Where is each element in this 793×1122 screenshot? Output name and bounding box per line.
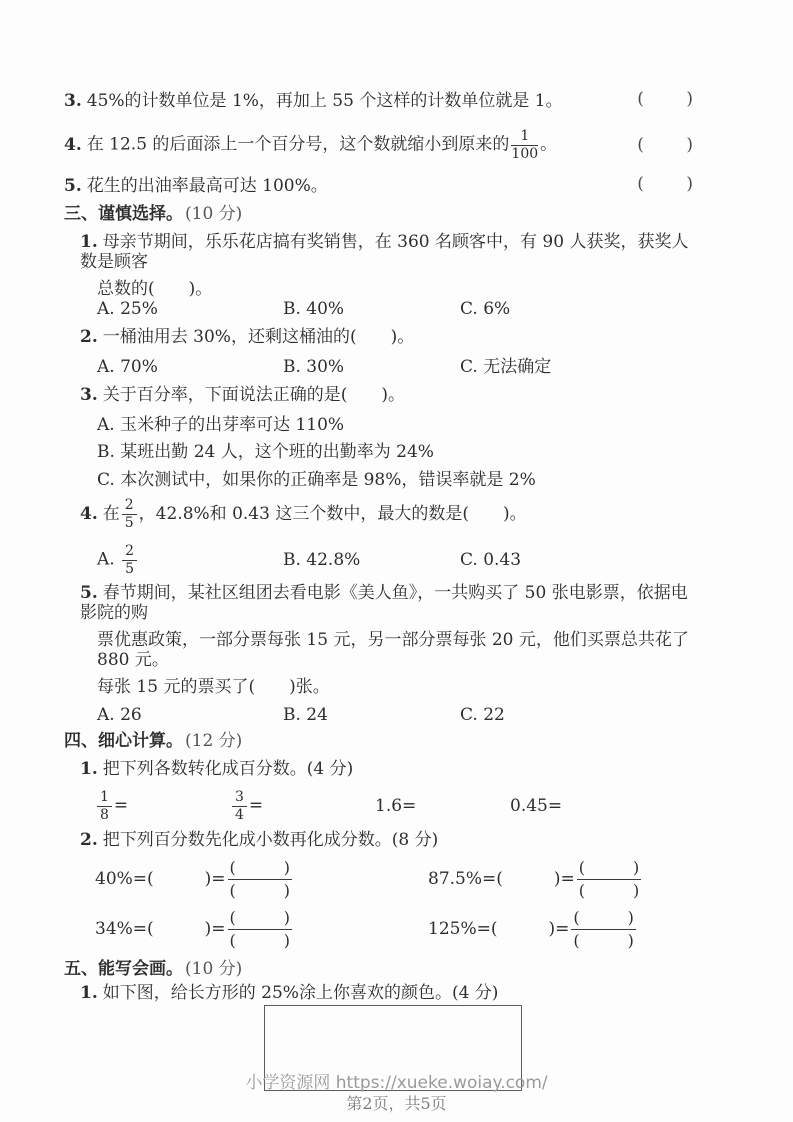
item-3-4: $\frac{3}{4}$ = (230, 790, 375, 822)
question-text-line2: 总数的( )。 (97, 279, 213, 299)
section-points: (10 分) (185, 959, 243, 979)
question-text-line2: 票优惠政策，一部分票每张 15 元，另一部分票每张 20 元，他们买票总共花了 880 元。 (97, 630, 689, 670)
blank-fraction: ( ) ( ) (229, 857, 291, 900)
fraction-3-4: $\frac{3}{4}$ (232, 790, 247, 822)
choice-question-2 (64, 327, 693, 377)
page-footer (0, 1072, 793, 1114)
choice-question-5 (64, 583, 693, 725)
section-three-heading (64, 204, 693, 224)
question-text: 把下列各数转化成百分数。(4 分) (102, 759, 354, 779)
option-c: C. 22 (460, 705, 505, 725)
conversion-items-row (64, 787, 693, 825)
footer-site-url: 小学资源网 https://xueke.woiay.com/ (245, 1073, 548, 1093)
question-text: 花生的出油率最高可达 100%。 (86, 176, 328, 196)
option-b: B. 30% (283, 357, 345, 377)
tf-item-4 (64, 127, 693, 163)
option-b: B. 40% (283, 299, 345, 319)
question-number: 3. (80, 385, 98, 405)
conversion-125: 125%=( )= ( ) ( ) (428, 907, 634, 950)
question-number: 1. (80, 983, 98, 1003)
answer-bracket: ( ) (637, 135, 693, 155)
option-b: B. 42.8% (283, 550, 361, 570)
options-row (64, 299, 693, 319)
question-text-line3: 每张 15 元的票买了( )张。 (97, 677, 330, 697)
fraction-1-8: $\frac{1}{8}$ (97, 790, 112, 822)
fraction-2-5: $\frac{2}{5}$ (122, 544, 137, 576)
answer-bracket: ( ) (637, 173, 693, 194)
question-number: 3. (64, 91, 82, 111)
section-five-heading (64, 959, 693, 979)
fraction-1-100: $\frac{1}{100}$ (511, 127, 539, 162)
statement-b: B. 某班出勤 24 人，这个班的出勤率为 24% (97, 442, 434, 462)
question-text: 在 12.5 的后面添上一个百分号，这个数就缩小到原来的 (86, 134, 510, 155)
statement-c: C. 本次测试中，如果你的正确率是 98%，错误率就是 2% (97, 470, 536, 490)
question-number: 2. (80, 830, 98, 850)
question-number: 4. (64, 134, 82, 155)
question-number: 5. (80, 583, 98, 603)
question-number: 5. (64, 176, 82, 196)
tf-item-3 (64, 86, 693, 111)
answer-bracket: ( ) (637, 88, 693, 109)
item-0-45: 0.45= (510, 796, 563, 816)
option-c: C. 6% (460, 299, 511, 319)
option-a: A. $\frac{2}{5}$ (97, 544, 283, 576)
item-1-8: $\frac{1}{8}$ = (95, 790, 230, 822)
section-title: 五、能写会画。 (64, 959, 183, 979)
question-number: 2. (80, 327, 98, 347)
question-text: 45%的计数单位是 1%，再加上 55 个这样的计数单位就是 1。 (86, 91, 563, 111)
blank-fraction: ( ) ( ) (229, 907, 291, 950)
section-title: 三、谨慎选择。 (64, 204, 183, 224)
option-a: A. 26 (97, 705, 142, 725)
statement-a: A. 玉米种子的出芽率可达 110% (97, 415, 345, 435)
question-text: 母亲节期间，乐乐花店搞有奖销售，在 360 名顾客中，有 90 人获奖，获奖人数是顾客 (80, 232, 689, 272)
choice-question-1 (64, 232, 693, 319)
question-number: 1. (80, 232, 98, 252)
conversion-40: 40%=( )= ( ) ( ) (95, 857, 291, 900)
section-title: 四、细心计算。 (64, 731, 183, 751)
calc-question-1 (64, 759, 693, 825)
option-c: C. 无法确定 (460, 357, 552, 377)
question-text: 春节期间，某社区组团去看电影《美人鱼》，一共购买了 50 张电影票，依据电影院的购 (80, 583, 688, 623)
choice-question-3 (64, 385, 693, 490)
calc-question-2 (64, 830, 693, 951)
blank-fraction: ( ) ( ) (573, 907, 634, 950)
option-b: B. 24 (283, 705, 328, 725)
section-four-heading (64, 731, 693, 751)
conversion-34: 34%=( )= ( ) ( ) (95, 907, 291, 950)
conversion-87-5: 87.5%=( )= ( ) ( ) (428, 857, 640, 900)
question-number: 1. (80, 759, 98, 779)
options-row (64, 357, 693, 377)
conversion-row-2 (64, 907, 693, 951)
question-text: 一桶油用去 30%，还剩这桶油的( )。 (102, 327, 415, 347)
question-text-end: 。 (540, 134, 558, 155)
question-text-end: ，42.8%和 0.43 这三个数中，最大的数是( )。 (138, 504, 527, 524)
item-1-6: 1.6= (375, 796, 417, 816)
option-a: A. 70% (97, 357, 158, 377)
choice-question-4 (64, 495, 693, 579)
section-points: (10 分) (185, 204, 243, 224)
options-row (64, 541, 693, 579)
option-a: A. 25% (97, 299, 158, 319)
fraction-2-5: $\frac{2}{5}$ (122, 498, 137, 530)
option-c: C. 0.43 (460, 550, 522, 570)
question-number: 4. (80, 504, 98, 524)
footer-page-number: 第2页，共5页 (346, 1094, 447, 1113)
conversion-row-1 (64, 857, 693, 901)
blank-fraction: ( ) ( ) (578, 857, 640, 900)
tf-item-5 (64, 171, 693, 196)
question-text: 如下图，给长方形的 25%涂上你喜欢的颜色。(4 分) (102, 983, 499, 1003)
section-points: (12 分) (185, 731, 243, 751)
question-text: 关于百分率，下面说法正确的是( )。 (102, 385, 406, 405)
options-row (64, 705, 693, 725)
question-text: 把下列百分数先化成小数再化成分数。(8 分) (102, 830, 439, 850)
question-text: 在 (102, 504, 120, 524)
